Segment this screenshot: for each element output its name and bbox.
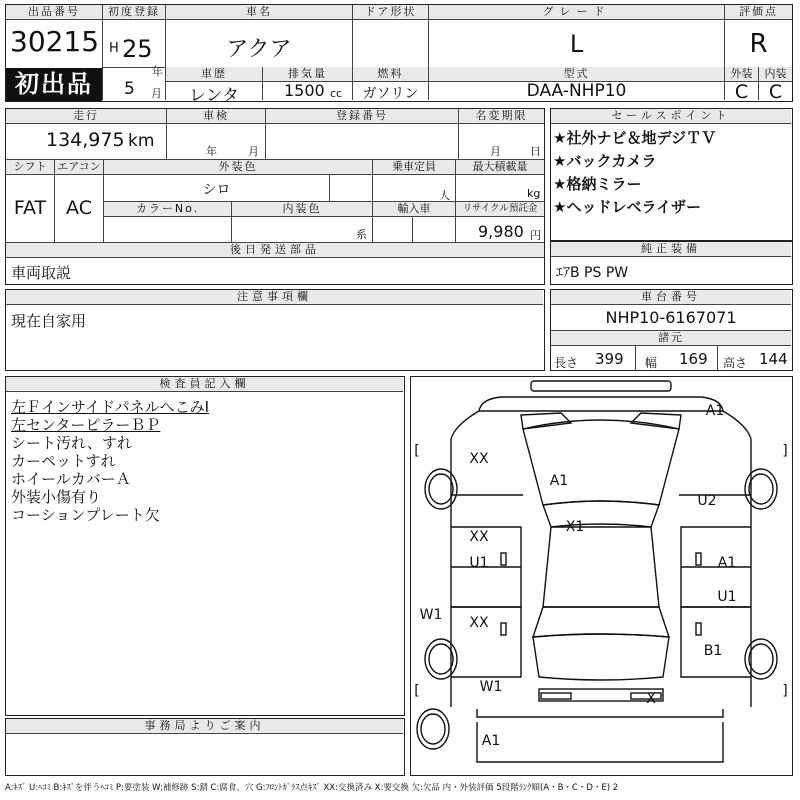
std-equipment-value: ｴｱB PS PW	[556, 265, 629, 281]
lot-number: 30215	[10, 25, 100, 58]
mileage-value: 134,975	[46, 129, 125, 151]
office-box	[5, 718, 405, 776]
mark-right-front-fender: U2	[697, 493, 717, 509]
import-label: 輸入車	[373, 202, 455, 217]
mark-front-right: A1	[705, 403, 725, 419]
title-change-day-unit: 日	[530, 145, 541, 158]
shift-value: FAT	[13, 197, 47, 219]
shift-label: シフト	[6, 160, 54, 175]
notes-box	[5, 289, 545, 371]
inspector-line-6: 外装小傷有り	[11, 488, 102, 506]
selling-point-2: ★バックカメラ	[553, 152, 657, 170]
recycle-unit: 円	[530, 229, 541, 242]
first-listing-label: 初出品	[15, 70, 93, 98]
ext-color-value: シロ	[202, 182, 231, 198]
selling-point-4: ★ヘッドレベライザー	[553, 198, 701, 216]
legend: A:ｷｽﾞ U:ﾍｺﾐ B:ｷｽﾞを伴うﾍｺﾐ P:要塗装 W:補修跡 S:錆 C:腐食、穴 G:ﾌﾛﾝﾄｶﾞﾗｽ点ｷｽﾞ XX:交換済み X:要交換 欠:欠品 内・外装評価 5段階ﾗﾝｸ順(A・B・C・D・E) 2	[5, 783, 619, 793]
selling-points-box	[550, 108, 793, 241]
mark-bracket-right: ]	[782, 443, 788, 459]
std-equipment-label: 純正装備	[551, 242, 791, 257]
title-change-label: 名変期限	[459, 109, 544, 124]
height-label: 高さ	[723, 356, 748, 370]
chassis-box	[550, 289, 793, 371]
car-diagram-box	[410, 376, 793, 776]
width-value: 169	[679, 350, 708, 368]
mark-left-rear-door: XX	[469, 615, 489, 631]
inspector-line-1: 左ＦインサイドパネルへこみⅠ	[11, 398, 210, 416]
lot-label: 出品番号	[6, 5, 102, 20]
inspector-line-4: カーペットすれ	[11, 452, 116, 470]
max-load-unit: kg	[527, 187, 541, 200]
score-value: R	[749, 29, 768, 59]
width-label: 幅	[645, 356, 658, 370]
inspection-label: 車検	[167, 109, 265, 124]
inspector-line-3: シート汚れ、すれ	[11, 434, 132, 452]
vehicle-info-box	[5, 108, 545, 285]
mark-left-rear-fender: W1	[479, 679, 503, 695]
specs-label: 諸元	[551, 331, 791, 346]
history-value: レンタ	[189, 86, 239, 106]
length-label: 長さ	[554, 356, 579, 370]
inspection-year-unit: 年	[206, 145, 217, 158]
std-equipment-box	[550, 241, 793, 285]
car-diagram	[411, 377, 791, 774]
displacement-unit: cc	[330, 87, 343, 100]
fuel-value: ガソリン	[362, 86, 419, 102]
fuel-label: 燃料	[353, 67, 428, 82]
model-code-label: 型式	[429, 67, 724, 82]
model-code-value: DAA-NHP10	[526, 81, 627, 101]
first-listing-badge	[6, 68, 102, 101]
later-parts-label: 後日発送部品	[6, 243, 544, 258]
reg-year: 25	[122, 35, 153, 63]
inspector-label: 検査員記入欄	[6, 377, 403, 392]
reg-no-label: 登録番号	[266, 109, 458, 124]
mark-left-front-door-b: U1	[469, 555, 489, 571]
reg-month: 5	[124, 79, 135, 99]
mark-hood: A1	[549, 473, 569, 489]
mark-rear-bumper: X	[646, 691, 656, 707]
interior-value: C	[768, 81, 783, 103]
grade-value: L	[569, 30, 584, 58]
history-label: 車歴	[166, 67, 262, 82]
recycle-label: リサイクル預託金	[456, 202, 544, 217]
interior-label: 内装	[759, 67, 792, 82]
selling-point-1: ★社外ナビ＆地デジＴＶ	[553, 129, 717, 147]
inspector-line-5: ホイールカバーＡ	[11, 470, 131, 488]
ac-value: AC	[66, 197, 92, 219]
header-box	[5, 4, 793, 106]
mileage-unit: km	[128, 131, 155, 151]
displacement-label: 排気量	[263, 67, 352, 82]
door-label: ドア形状	[353, 5, 428, 20]
inspector-line-2: 左センターピラーＢＰ	[11, 416, 161, 434]
color-no-label: カラーNo.	[104, 202, 231, 217]
era-prefix: H	[109, 41, 119, 56]
mark-side-right: ]	[782, 683, 788, 699]
inspector-line-7: コーションプレート欠	[11, 506, 160, 524]
chassis-label: 車台番号	[551, 290, 791, 305]
grade-label: グレード	[429, 5, 724, 20]
inspection-month-unit: 月	[248, 145, 259, 158]
office-label: 事務局よりご案内	[6, 719, 403, 734]
mark-bracket-left: [	[414, 443, 420, 459]
mark-right-front-door: A1	[717, 555, 737, 571]
height-value: 144	[759, 350, 788, 368]
later-parts-value: 車両取説	[11, 264, 72, 282]
notes-value: 現在自家用	[11, 312, 87, 330]
selling-point-3: ★格納ミラー	[553, 175, 642, 193]
selling-points-label: セールスポイント	[551, 109, 791, 124]
chassis-value: NHP10-6167071	[605, 308, 737, 327]
inspector-box	[5, 376, 405, 716]
exterior-label: 外装	[725, 67, 758, 82]
mark-right-rear-door: U1	[717, 589, 737, 605]
car-name: アクア	[226, 37, 292, 62]
capacity-unit: 人	[439, 189, 450, 202]
car-name-label: 車名	[166, 5, 352, 20]
reg-month-unit: 月	[151, 87, 162, 100]
mark-left-front-fender: XX	[469, 451, 489, 467]
title-change-month-unit: 月	[490, 145, 501, 158]
reg-year-unit: 年	[152, 65, 163, 78]
recycle-value: 9,980	[478, 222, 524, 241]
displacement-value: 1500	[284, 81, 325, 100]
mark-right-rear-fender: B1	[703, 643, 723, 659]
exterior-value: C	[734, 81, 749, 103]
int-color-label: 内装色	[232, 202, 372, 217]
mileage-label: 走行	[6, 109, 166, 124]
mark-left-front-door-a: XX	[469, 529, 489, 545]
mark-roof: X1	[565, 519, 585, 535]
mark-rear-left: A1	[481, 733, 501, 749]
ext-color-label: 外装色	[104, 160, 372, 175]
max-load-label: 最大積載量	[456, 160, 544, 175]
int-color-unit: 系	[356, 228, 367, 241]
first-reg-label: 初度登録	[103, 5, 165, 20]
mark-side-left: [	[414, 683, 420, 699]
mark-left-sill: W1	[419, 607, 443, 623]
length-value: 399	[595, 350, 624, 368]
ac-label: エアコン	[55, 160, 103, 175]
capacity-label: 乗車定員	[373, 160, 455, 175]
score-label: 評価点	[725, 5, 792, 20]
notes-label: 注意事項欄	[6, 290, 543, 305]
